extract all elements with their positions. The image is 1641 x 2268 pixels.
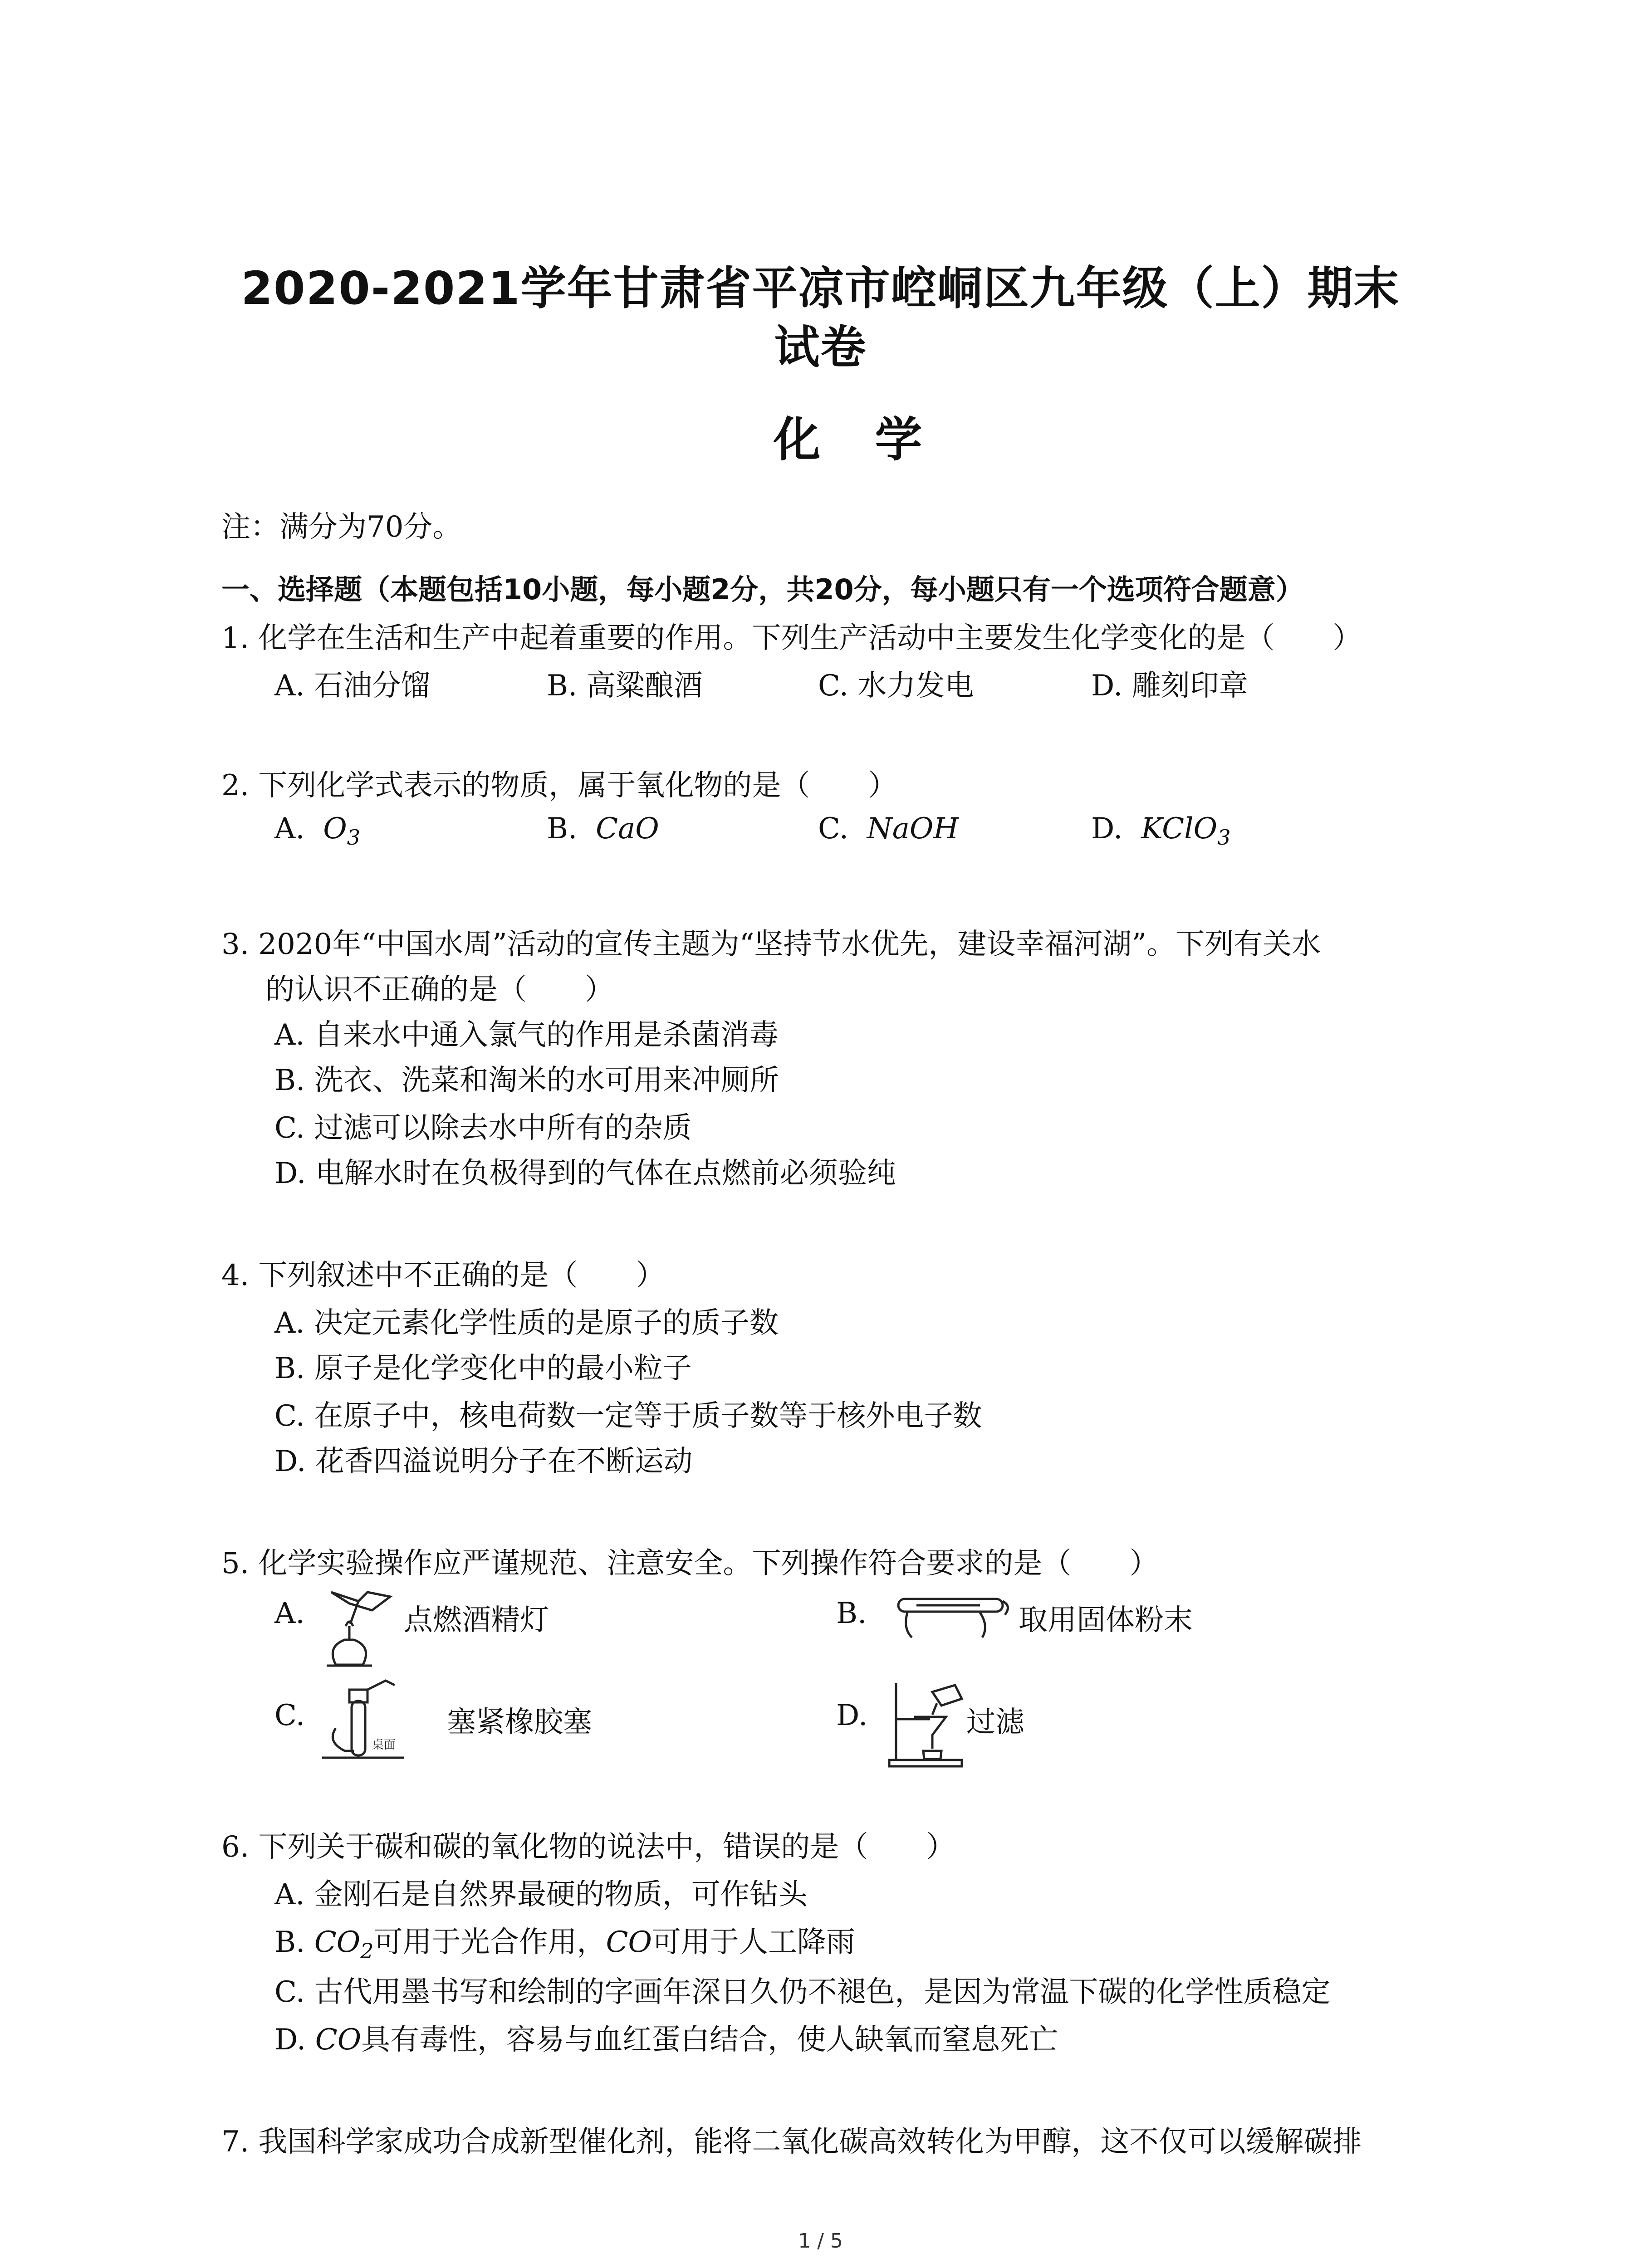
question-3-stem-cont: 的认识不正确的是（ ） (265, 973, 614, 1007)
question-2-stem: 2. 下列化学式表示的物质，属于氧化物的是（ ） (221, 769, 897, 802)
q6-co2-formula: $CO_2$ (314, 1926, 374, 1963)
q3-option-c: C. 过滤可以除去水中所有的杂质 (274, 1111, 692, 1145)
alcohol-lamp-icon (318, 1583, 404, 1674)
q5-option-d-label: D. (836, 1699, 868, 1732)
subject-heading: 化学 (773, 412, 977, 467)
q4-option-c: C. 在原子中，核电荷数一定等于质子数等于核外电子数 (274, 1399, 982, 1433)
powder-sampling-figure (889, 1588, 1016, 1642)
q2-option-d-formula: KClO$_3$ (1141, 812, 1231, 850)
q2-option-c-formula: NaOH (867, 812, 959, 846)
q6-co-formula-d: CO (315, 2023, 362, 2057)
q5-option-b-label: B. (836, 1597, 867, 1630)
filtration-figure (887, 1674, 969, 1769)
q1-option-d: D. 雕刻印章 (1091, 669, 1248, 703)
q3-option-a: A. 自来水中通入氯气的作用是杀菌消毒 (274, 1018, 779, 1052)
page-number: 1 / 5 (798, 2229, 843, 2253)
q2-option-a-formula: $O_3$ (323, 812, 361, 850)
q5-option-c-text: 塞紧橡胶塞 (447, 1706, 592, 1739)
question-5-stem: 5. 化学实验操作应严谨规范、注意安全。下列操作符合要求的是（ ） (221, 1547, 1159, 1580)
score-note: 注：满分为70分。 (221, 510, 462, 544)
q3-option-b: B. 洗衣、洗菜和淘米的水可用来冲厕所 (274, 1064, 779, 1097)
q5-option-d-text: 过滤 (966, 1706, 1024, 1739)
q6-option-a: A. 金刚石是自然界最硬的物质，可作钻头 (274, 1878, 808, 1911)
q2-option-a-label: A. (274, 812, 305, 846)
q5-option-a-text: 点燃酒精灯 (404, 1603, 549, 1637)
test-tube-spatula-icon (889, 1588, 1016, 1642)
q6-option-c: C. 古代用墨书写和绘制的字画年深日久仍不褪色，是因为常温下碳的化学性质稳定 (274, 1975, 1331, 2009)
q2-option-b (547, 812, 659, 846)
page-title: 2020-2021学年甘肃省平凉市崆峒区九年级（上）期末 (241, 262, 1400, 315)
question-7-stem: 7. 我国科学家成功合成新型催化剂，能将二氧化碳高效转化为甲醇，这不仅可以缓解碳排 (221, 2125, 1362, 2159)
q2-option-c (818, 812, 959, 846)
q2-option-d-label: D. (1091, 812, 1123, 846)
q6-option-d: D. CO具有毒性，容易与血红蛋白结合，使人缺氧而窒息死亡 (274, 2023, 1058, 2057)
test-tube-stopper-icon (318, 1674, 408, 1769)
q2-option-d (1091, 812, 1230, 850)
q6-option-b: B. $CO_2$可用于光合作用，CO可用于人工降雨 (274, 1926, 855, 1963)
q1-option-c: C. 水力发电 (818, 669, 974, 703)
question-4-stem: 4. 下列叙述中不正确的是（ ） (221, 1259, 665, 1292)
funnel-stand-icon (887, 1674, 969, 1769)
q4-option-d: D. 花香四溢说明分子在不断运动 (274, 1445, 693, 1478)
q5-option-c-label: C. (274, 1699, 305, 1732)
stopper-figure (318, 1674, 408, 1769)
desk-label: 桌面 (372, 1738, 396, 1752)
page-title-cont: 试卷 (774, 321, 867, 374)
q6-co-formula: CO (606, 1926, 652, 1959)
q1-option-a: A. 石油分馏 (274, 669, 430, 703)
question-3-stem: 3. 2020年“中国水周”活动的宣传主题为“坚持节水优先，建设幸福河湖”。下列有关水 (221, 928, 1321, 961)
q1-option-b: B. 高粱酿酒 (547, 669, 703, 703)
q3-option-d: D. 电解水时在负极得到的气体在点燃前必须验纯 (274, 1157, 896, 1190)
q2-option-a (274, 812, 360, 850)
q2-option-c-label: C. (818, 812, 849, 846)
q5-option-b-text: 取用固体粉末 (1019, 1603, 1193, 1637)
lamp-lighting-figure (318, 1583, 404, 1674)
q2-option-b-formula: CaO (596, 812, 659, 846)
question-6-stem: 6. 下列关于碳和碳的氧化物的说法中，错误的是（ ） (221, 1830, 955, 1864)
section-heading: 一、选择题（本题包括10小题，每小题2分，共20分，每小题只有一个选项符合题意） (221, 573, 1304, 606)
question-1-stem: 1. 化学在生活和生产中起着重要的作用。下列生产活动中主要发生化学变化的是（ ） (221, 621, 1362, 655)
q2-option-b-label: B. (547, 812, 578, 846)
q4-option-a: A. 决定元素化学性质的是原子的质子数 (274, 1306, 779, 1340)
q4-option-b: B. 原子是化学变化中的最小粒子 (274, 1352, 692, 1385)
q5-option-a-label: A. (274, 1597, 305, 1630)
